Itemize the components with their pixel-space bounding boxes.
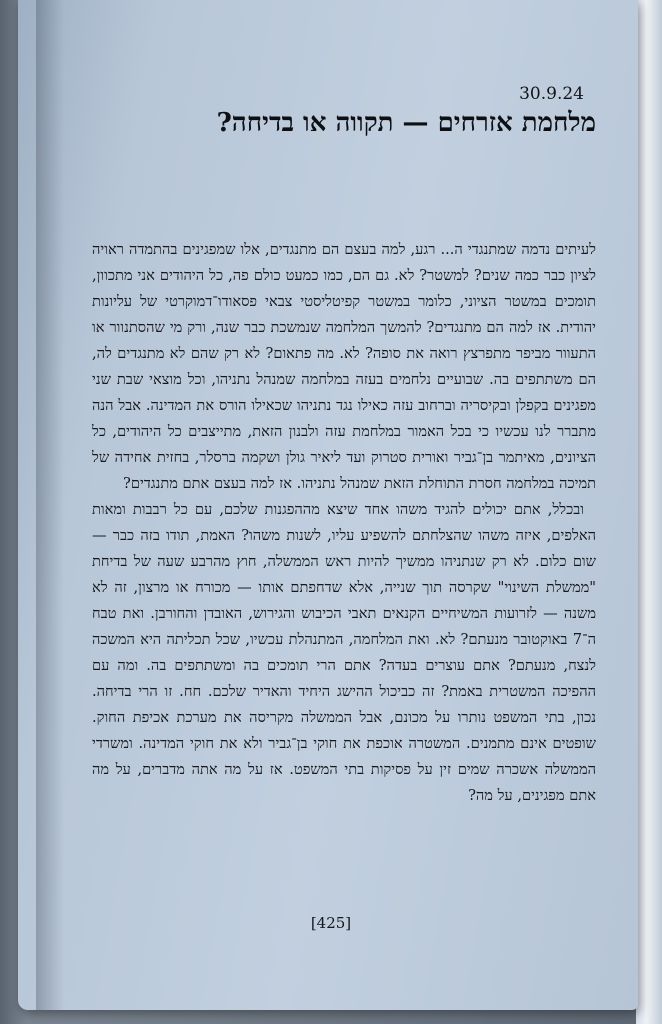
body-text [92,237,596,809]
paragraph-2: ובכלל, אתם יכולים להגיד משהו אחד שיצא מההפגנות שלכם, עם כל רבבות ומאות האלפים, איזה משהו שהצלחתם להשפיע עליו, לשנות משהו? האמת, תודו בזה כבר — שום כלום. לא רק שנתניהו ממשיך להיות ראש הממשלה, חוץ מהרבע שעה של בדיחת "ממשלת השינוי" שקרסה תוך שנייה, אלא שדחפתם אותו — מכורח או מרצון, זה לא משנה — לזרועות המשיחיים הקנאים תאבי הכיבוש והגירוש, האובדן והחורבן. ואת טבח ה־7 באוקטובר מנעתם? לא. ואת המלחמה, המתנהלת עכשיו, שכל תכליתה היא המשכה לנצח, מנעתם? אתם עוצרים בעדה? אתם הרי תומכים בה ומשתתפים בה. ומה עם ההפיכה המשטרית באמת? זה כביכול ההישג היחיד והאדיר שלכם. חח. זו הרי בדיחה. נכון, בתי המשפט נותרו על מכונם, אבל הממשלה מקריסה את מערכת אכיפת החוק. שופטים אינם מתמנים. המשטרה אוכפת את חוקי בן־גביר ולא את חוקי המדינה. ומשרדי הממשלה אשכרה שמים זין על פסיקות בתי המשפט. אז על מה אתה מדברים, על מה אתם מפגינים, על מה? [92,501,596,804]
entry-date: 30.9.24 [519,84,584,104]
next-page-edge [636,0,662,1024]
page-title: מלחמת אזרחים — תקווה או בדיחה? [216,108,596,138]
page-number: [425] [310,914,352,932]
spine-shadow [36,0,64,1010]
paragraph-1: לעיתים נדמה שמתנגדי ה... רגע, למה בעצם הם מתנגדים, אלו שמפגינים בהתמדה ראויה לציון כבר כמה שנים? למשטר? לא. גם הם, כמו כמעט כולם פה, כל היהודים אני מתכוון, תומכים במשטר הציוני, כלומר במשטר קפיטליסטי צבאי פסאודו־דמוקרטי של עליונות יהודית. אז למה הם מתנגדים? להמשך המלחמה שנמשכת כבר שנה, ורק מי שהסתנוור או התעוור מביפר מתפרצץ רואה את סופה? לא. מה פתאום? לא רק שהם לא מתנגדים לה, הם משתתפים בה. שבועיים נלחמים בעזה במלחמה שמנהל נתניהו, וכל מוצאי שבת שני מפגינים בקפלן ובקיסריה וברחוב עזה כאילו נגד נתניהו שכאילו הורס את המדינה. אבל הנה מתברר לנו עכשיו כי בכל האמור במלחמת עזה ולבנון הזאת, מתייצבים כל היהודים, כל הציונים, מאיתמר בן־גביר ואורית סטרוק ועד ליאיר גולן ושקמה ברסלר, בחזית אחידה של תמיכה במלחמה חסרת התוחלת הזאת שמנהל נתניהו. אז למה בעצם אתם מתנגדים? [92,241,596,492]
